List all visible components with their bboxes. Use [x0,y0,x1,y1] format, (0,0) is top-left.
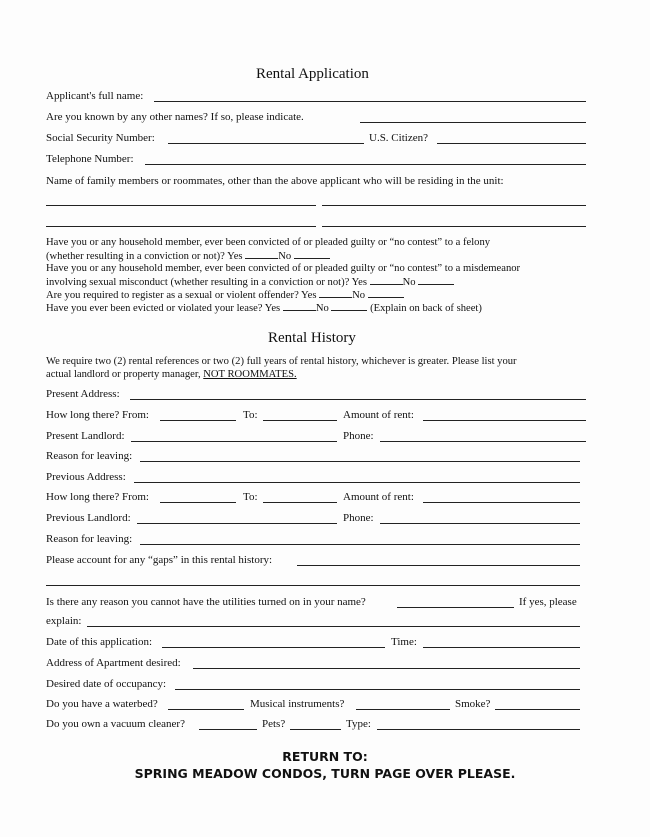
family-member-field-1[interactable] [46,205,316,206]
smoke-label: Smoke? [455,698,491,710]
family-member-field-4[interactable] [322,226,586,227]
present-from-field[interactable] [160,420,236,421]
present-landlord-field[interactable] [131,441,337,442]
previous-reason-label: Reason for leaving: [46,533,133,545]
misdemeanor-question-line1: Have you or any household member, ever been convicted of or pleaded guilty or “no contest” to a misdemeanor [46,263,521,274]
felony-no-field[interactable] [294,249,330,259]
present-rent-label: Amount of rent: [343,409,414,421]
telephone-field[interactable] [145,164,586,165]
previous-address-field[interactable] [134,482,580,483]
family-member-field-2[interactable] [322,205,586,206]
previous-address-label: Previous Address: [46,471,126,483]
present-phone-field[interactable] [380,441,586,442]
eviction-no-field[interactable] [331,301,367,311]
offender-yes-field[interactable] [319,288,352,298]
full-name-label: Applicant's full name: [46,90,144,102]
apartment-address-label: Address of Apartment desired: [46,657,181,669]
ssn-label: Social Security Number: [46,132,155,144]
waterbed-field[interactable] [168,709,244,710]
occupancy-date-label: Desired date of occupancy: [46,678,167,690]
present-phone-label: Phone: [343,430,374,442]
smoke-field[interactable] [495,709,580,710]
pets-field[interactable] [290,729,341,730]
pet-type-label: Type: [346,718,371,730]
vacuum-label: Do you own a vacuum cleaner? [46,718,185,730]
family-member-field-3[interactable] [46,226,316,227]
rental-history-heading: Rental History [268,330,356,346]
present-address-label: Present Address: [46,388,120,400]
waterbed-label: Do you have a waterbed? [46,698,158,710]
eviction-question: Have you ever been evicted or violated your lease? Yes No (Explain on back of sheet) [46,303,482,314]
previous-to-label: To: [243,491,258,503]
previous-from-field[interactable] [160,502,236,503]
apartment-address-field[interactable] [193,668,580,669]
previous-rent-label: Amount of rent: [343,491,414,503]
present-landlord-label: Present Landlord: [46,430,125,442]
felony-question-line1: Have you or any household member, ever been convicted of or pleaded guilty or “no contest” to a felony [46,237,491,248]
time-label: Time: [391,636,417,648]
previous-rent-field[interactable] [423,502,580,503]
misdemeanor-yes-field[interactable] [370,275,403,285]
application-date-label: Date of this application: [46,636,152,648]
present-reason-field[interactable] [140,461,580,462]
time-field[interactable] [423,647,580,648]
vacuum-field[interactable] [199,729,257,730]
gaps-field-2[interactable] [46,585,580,586]
eviction-yes-field[interactable] [283,301,316,311]
page-title: Rental Application [256,66,369,82]
other-names-label: Are you known by any other names? If so, please indicate. [46,111,304,123]
gaps-label: Please account for any “gaps” in this rental history: [46,554,273,566]
previous-landlord-field[interactable] [137,523,337,524]
instruments-label: Musical instruments? [250,698,345,710]
offender-no-field[interactable] [368,288,404,298]
explain-label: explain: [46,615,82,627]
offender-question: Are you required to register as a sexual or violent offender? Yes No [46,288,404,302]
gaps-field[interactable] [297,565,580,566]
pet-type-field[interactable] [377,729,580,730]
felony-question-line2: (whether resulting in a conviction or not)? Yes No [46,249,330,263]
application-date-field[interactable] [162,647,385,648]
previous-reason-field[interactable] [140,544,580,545]
return-to-heading: RETURN TO: [282,749,368,764]
present-to-field[interactable] [263,420,337,421]
felony-yes-field[interactable] [245,249,278,259]
previous-to-field[interactable] [263,502,337,503]
ssn-field[interactable] [168,143,364,144]
previous-from-label: How long there? From: [46,491,149,503]
present-to-label: To: [243,409,258,421]
utilities-field[interactable] [397,607,514,608]
present-rent-field[interactable] [423,420,586,421]
if-yes-label: If yes, please [519,596,577,608]
misdemeanor-no-field[interactable] [418,275,454,285]
history-intro-line1: We require two (2) rental references or two (2) full years of rental history, whichever is greater. Please list your [46,356,517,367]
telephone-label: Telephone Number: [46,153,134,165]
citizen-label: U.S. Citizen? [369,132,428,144]
misdemeanor-question-line2: involving sexual misconduct (whether resulting in a conviction or not)? Yes No [46,275,454,289]
present-address-field[interactable] [130,399,586,400]
present-from-label: How long there? From: [46,409,149,421]
utilities-label: Is there any reason you cannot have the utilities turned on in your name? [46,596,366,608]
previous-phone-label: Phone: [343,512,374,524]
occupancy-date-field[interactable] [175,689,580,690]
full-name-field[interactable] [154,101,586,102]
previous-landlord-label: Previous Landlord: [46,512,131,524]
present-reason-label: Reason for leaving: [46,450,133,462]
other-names-field[interactable] [360,122,586,123]
instruments-field[interactable] [356,709,450,710]
return-address: SPRING MEADOW CONDOS, TURN PAGE OVER PLEASE. [134,766,516,781]
family-members-label: Name of family members or roommates, other than the above applicant who will be residing in the unit: [46,175,504,187]
explain-field[interactable] [87,626,580,627]
pets-label: Pets? [262,718,286,730]
history-intro-line2: actual landlord or property manager, NOT ROOMMATES. [46,369,297,380]
previous-phone-field[interactable] [380,523,580,524]
citizen-field[interactable] [437,143,586,144]
